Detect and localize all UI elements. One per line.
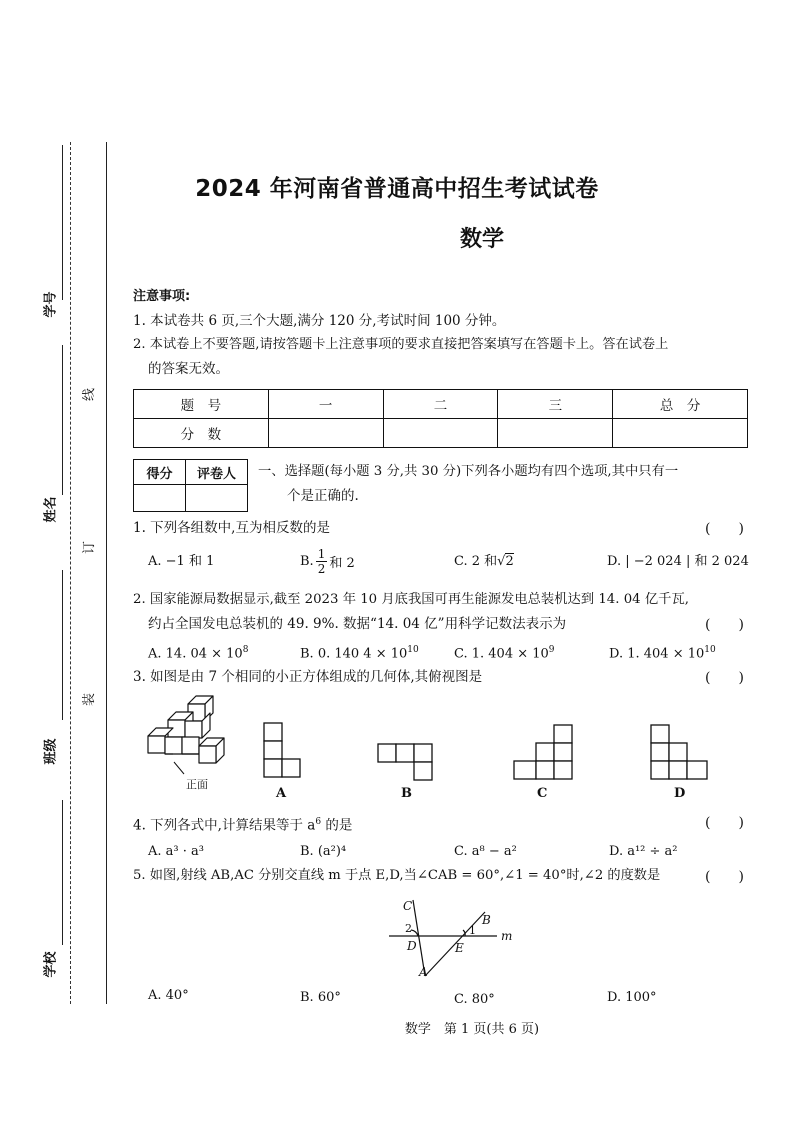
q3-option-d-figure[interactable] [650,724,714,782]
score-input-part3[interactable] [498,419,613,448]
angle-2-label: 2 [405,922,412,935]
q3-option-c-figure[interactable] [513,724,575,782]
q5-option-a[interactable]: A. 40° [148,988,189,1003]
q3-option-a-label: A [276,786,287,801]
q2-option-c[interactable] [454,640,555,664]
score-cell-part1: 一 [268,390,383,419]
q5-option-d[interactable]: D. 100° [607,990,657,1005]
q1-stem: 1. 下列各组数中,互为相反数的是 [133,520,330,536]
score-cell-label: 题 号 [134,390,269,419]
q2-option-b[interactable] [300,640,419,664]
grader-name-label: 评卷人 [185,460,247,485]
score-input-part2[interactable] [383,419,498,448]
q1-option-a[interactable]: A. −1 和 1 [148,554,215,569]
score-input-total[interactable] [613,419,748,448]
q2-option-d[interactable] [609,640,716,664]
q3-option-c-label: C [537,786,548,801]
name-line[interactable] [62,345,63,495]
score-input-part1[interactable] [268,419,383,448]
q3-option-d-label: D [674,786,686,801]
sqrt-icon: √ [497,554,506,569]
school-label: 学校 [43,951,59,978]
binding-margin [0,130,115,1010]
point-d-label: D [407,939,417,953]
q4-stem-start: 4. 下列各式中,计算结果等于 a [133,817,316,834]
grader-score-input[interactable] [134,485,186,512]
q5-stem: 5. 如图,射线 AB,AC 分别交直线 m 于点 E,D,当∠CAB = 60°,∠1 = 40°时,∠2 的度数是 [133,868,661,883]
q2-option-d-base: D. 1. 404 × 10 [609,646,705,662]
q5-option-b[interactable]: B. 60° [300,990,341,1005]
score-table-header-row [134,390,748,419]
school-line[interactable] [62,800,63,945]
point-e-label: E [455,941,464,955]
student-id-label: 学号 [43,291,59,318]
point-a-label: A [419,965,428,979]
exam-subject: 数学 [459,227,504,252]
q2-option-a[interactable] [148,640,248,664]
score-table-value-row [134,419,748,448]
q2-option-d-exp: 10 [704,645,716,655]
q4-answer-paren[interactable]: ( ) [705,815,744,831]
q3-option-b-label: B [401,786,412,801]
angle-2-arc [411,930,418,936]
angle-1-label: 1 [469,924,476,937]
q1-fraction-den: 2 [317,561,326,576]
q2-option-a-exp: 8 [242,645,249,655]
mark-bind: 装 [78,693,97,706]
grader-score-label: 得分 [134,460,186,485]
q2-answer-paren[interactable]: ( ) [705,617,744,633]
score-cell-part3: 三 [498,390,613,419]
name-label: 姓名 [43,496,59,523]
q3-answer-paren[interactable]: ( ) [705,670,744,686]
q3-stem: 3. 如图是由 7 个相同的小正方体组成的几何体,其俯视图是 [133,669,483,685]
q3-front-arrow [174,762,184,774]
exam-title: 2024 年河南省普通高中招生考试试卷 [195,176,599,202]
line-m-label: m [501,929,513,943]
q1-option-c-root: 2 [505,554,514,569]
q2-option-b-base: B. 0. 140 4 × 10 [300,646,408,662]
q3-option-b-figure[interactable] [377,743,437,783]
class-label: 班级 [43,738,59,765]
q1-fraction-num: 1 [317,546,326,561]
q4-option-a[interactable]: A. a³ · a³ [148,844,204,859]
q2-stem-line2: 约占全国发电总装机的 49. 9%. 数据“14. 04 亿”用科学记数法表示为 [148,616,567,632]
score-cell-total: 总 分 [613,390,748,419]
q5-geometry-figure [385,894,520,982]
binding-solid-line [106,142,107,1004]
q1-option-b-suffix: 和 2 [329,555,355,571]
q5-answer-paren[interactable]: ( ) [705,869,744,885]
q1-option-b-prefix: B. [300,553,314,569]
score-cell-label: 分 数 [134,419,269,448]
q3-option-a-figure[interactable] [263,722,303,780]
q1-answer-paren[interactable]: ( ) [705,521,744,537]
q4-option-c[interactable]: C. a⁸ − a² [454,844,517,859]
page-footer: 数学 第 1 页(共 6 页) [404,1022,540,1037]
section1-heading-cont: 个是正确的. [287,488,359,504]
q1-option-c-prefix: C. 2 和 [454,554,498,569]
q2-stem-line1: 2. 国家能源局数据显示,截至 2023 年 10 月底我国可再生能源发电总装机达到 14. 04 亿千瓦, [133,592,689,607]
q4-option-d[interactable]: D. a¹² ÷ a² [609,844,678,859]
point-b-label: B [482,913,491,927]
q2-option-c-base: C. 1. 404 × 10 [454,646,549,662]
notice-item-2b: 的答案无效。 [148,361,229,377]
section1-heading: 一、选择题(每小题 3 分,共 30 分)下列各小题均有四个选项,其中只有一 [258,464,679,479]
q4-stem-exp: 6 [315,817,322,827]
notice-item-2a: 2. 本试卷上不要答题,请按答题卡上注意事项的要求直接把答案填写在答题卡上。答在试卷上 [133,337,669,352]
point-c-label: C [403,899,413,913]
score-table [133,389,748,448]
q4-option-b[interactable]: B. (a²)⁴ [300,844,347,859]
grader-table [133,459,248,512]
class-line[interactable] [62,570,63,720]
notice-item-1: 1. 本试卷共 6 页,三个大题,满分 120 分,考试时间 100 分钟。 [133,313,506,329]
q2-option-c-exp: 9 [548,645,555,655]
mark-staple: 订 [78,541,97,554]
binding-dashed-line [70,142,71,1004]
score-cell-part2: 二 [383,390,498,419]
q2-option-b-exp: 10 [407,645,419,655]
q1-option-c[interactable] [454,552,514,572]
q4-stem [133,812,352,836]
q5-option-c[interactable]: C. 80° [454,992,495,1007]
grader-name-input[interactable] [185,485,247,512]
q1-option-b[interactable] [300,543,355,579]
mark-line: 线 [78,388,97,401]
q3-front-label: 正面 [186,778,208,791]
notice-heading: 注意事项: [133,289,191,304]
q2-option-a-base: A. 14. 04 × 10 [148,646,243,662]
q1-option-d[interactable]: D. | −2 024 | 和 2 024 [607,554,749,569]
q4-stem-end: 的是 [321,817,353,834]
q1-fraction [316,547,328,576]
